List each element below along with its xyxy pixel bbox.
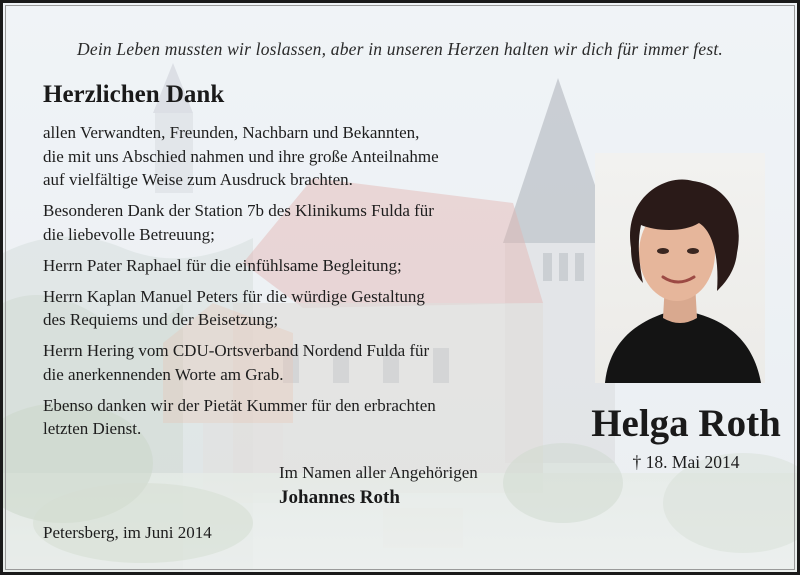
thanks-paragraph: [43, 394, 583, 441]
deceased-name: Helga Roth: [591, 402, 781, 445]
signer-name: Johannes Roth: [279, 487, 400, 508]
text-line: Herrn Hering vom CDU-Ortsverband Nordend Fulda für: [43, 341, 430, 360]
text-line: Herrn Pater Raphael für die einfühlsame Begleitung;: [43, 255, 402, 275]
thanks-paragraph: [43, 254, 583, 278]
text-line: die liebevolle Betreuung;: [43, 224, 215, 244]
portrait-photo: [595, 153, 765, 383]
thanks-paragraph: [43, 285, 583, 332]
text-line: letzten Dienst.: [43, 419, 142, 438]
portrait-illustration: [595, 153, 765, 383]
thanks-heading: Herzlichen Dank: [43, 81, 225, 108]
text-line: Besonderen Dank der Station 7b des Klinikums Fulda für: [43, 201, 434, 220]
text-line: auf vielfältige Weise zum Ausdruck brachten.: [43, 170, 353, 189]
text-line: Ebenso danken wir der Pietät Kummer für den erbrachten: [43, 395, 436, 415]
text-line: die anerkennenden Worte am Grab.: [43, 364, 284, 384]
death-date: † 18. Mai 2014: [632, 452, 740, 472]
thanks-paragraph: [43, 339, 583, 386]
thanks-body: [43, 121, 583, 448]
memorial-motto: Dein Leben mussten wir loslassen, aber in unseren Herzen halten wir dich für immer fest.: [77, 39, 723, 59]
text-line: des Requiems und der Beisetzung;: [43, 310, 279, 329]
signoff-line: Im Namen aller Angehörigen: [279, 463, 478, 482]
thanks-paragraph: [43, 199, 583, 246]
text-line: die mit uns Abschied nahmen und ihre große Anteilnahme: [43, 146, 439, 166]
text-line: allen Verwandten, Freunden, Nachbarn und Bekannten,: [43, 123, 420, 142]
text-line: Herrn Kaplan Manuel Peters für die würdige Gestaltung: [43, 286, 425, 306]
place-date: Petersberg, im Juni 2014: [43, 523, 212, 542]
thanks-paragraph: [43, 121, 583, 192]
